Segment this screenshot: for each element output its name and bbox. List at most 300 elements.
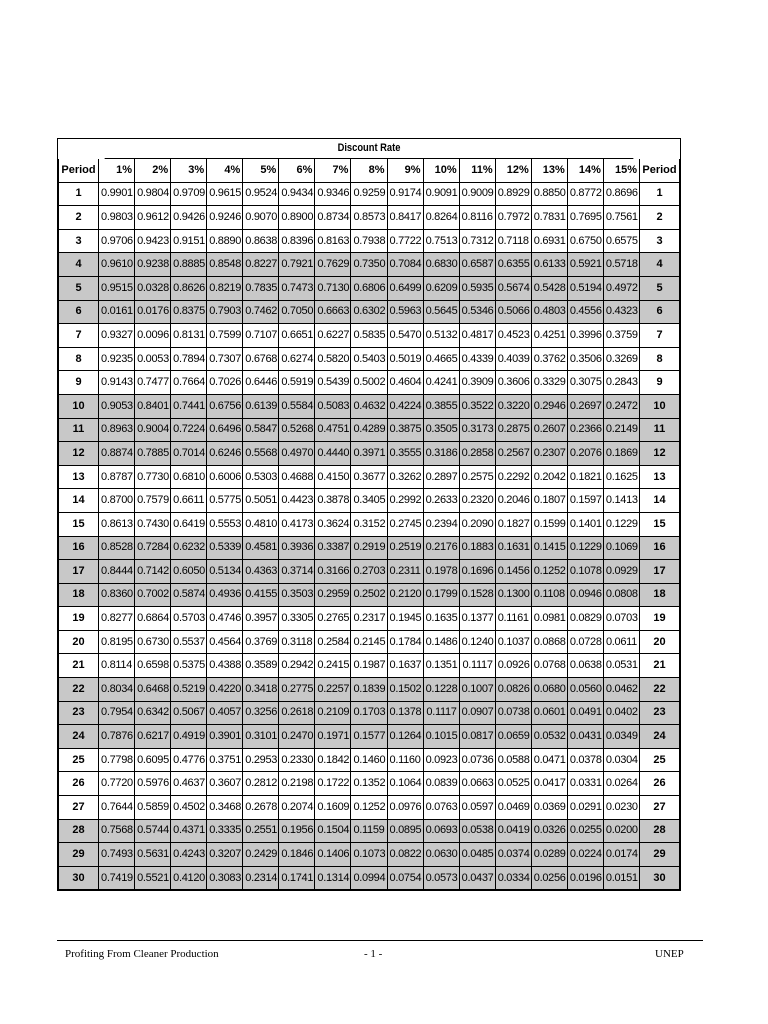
factor-cell: 0.1117 xyxy=(459,654,495,678)
factor-cell: 0.1827 xyxy=(495,512,531,536)
factor-cell: 0.1741 xyxy=(279,866,315,890)
factor-cell: 0.7441 xyxy=(171,394,207,418)
factor-cell: 0.4241 xyxy=(423,371,459,395)
factor-cell: 0.4972 xyxy=(603,276,639,300)
factor-cell: 0.7644 xyxy=(99,796,135,820)
factor-cell: 0.0923 xyxy=(423,748,459,772)
factor-cell: 0.1722 xyxy=(315,772,351,796)
table-row xyxy=(59,560,680,584)
factor-cell: 0.0763 xyxy=(423,796,459,820)
factor-cell: 0.6496 xyxy=(207,418,243,442)
factor-cell: 0.3606 xyxy=(495,371,531,395)
factor-cell: 0.8885 xyxy=(171,253,207,277)
factor-cell: 0.0597 xyxy=(459,796,495,820)
factor-cell: 0.2584 xyxy=(315,630,351,654)
factor-cell: 0.3878 xyxy=(315,489,351,513)
rate-header: 7% xyxy=(315,159,351,182)
factor-cell: 0.0462 xyxy=(603,678,639,702)
factor-cell: 0.3173 xyxy=(459,418,495,442)
factor-cell: 0.0491 xyxy=(567,701,603,725)
period-cell: 22 xyxy=(59,678,99,702)
factor-cell: 0.7118 xyxy=(495,229,531,253)
table-row xyxy=(59,276,680,300)
factor-cell: 0.9901 xyxy=(99,182,135,206)
factor-cell: 0.1378 xyxy=(387,701,423,725)
factor-cell: 0.1842 xyxy=(315,748,351,772)
factor-cell: 0.1108 xyxy=(531,583,567,607)
factor-cell: 0.5847 xyxy=(243,418,279,442)
factor-cell: 0.1078 xyxy=(567,560,603,584)
table-row xyxy=(59,324,680,348)
factor-cell: 0.6806 xyxy=(351,276,387,300)
factor-cell: 0.7014 xyxy=(171,442,207,466)
table-row xyxy=(59,229,680,253)
factor-cell: 0.0630 xyxy=(423,843,459,867)
factor-cell: 0.6756 xyxy=(207,394,243,418)
factor-cell: 0.0611 xyxy=(603,630,639,654)
factor-cell: 0.7664 xyxy=(171,371,207,395)
factor-cell: 0.5194 xyxy=(567,276,603,300)
factor-cell: 0.1631 xyxy=(495,536,531,560)
factor-cell: 0.6095 xyxy=(135,748,171,772)
factor-cell: 0.1460 xyxy=(351,748,387,772)
factor-cell: 0.7835 xyxy=(243,276,279,300)
factor-cell: 0.3256 xyxy=(243,701,279,725)
factor-cell: 0.3269 xyxy=(603,347,639,371)
factor-cell: 0.7026 xyxy=(207,371,243,395)
factor-cell: 0.3152 xyxy=(351,512,387,536)
factor-cell: 0.1504 xyxy=(315,819,351,843)
period-cell: 10 xyxy=(59,394,99,418)
period-cell: 6 xyxy=(59,300,99,324)
factor-cell: 0.3901 xyxy=(207,725,243,749)
factor-cell: 0.9423 xyxy=(135,229,171,253)
period-cell: 30 xyxy=(59,866,99,890)
factor-cell: 0.1015 xyxy=(423,725,459,749)
factor-cell: 0.9246 xyxy=(207,206,243,230)
factor-cell: 0.2074 xyxy=(279,796,315,820)
factor-cell: 0.9238 xyxy=(135,253,171,277)
factor-cell: 0.2519 xyxy=(387,536,423,560)
table-row xyxy=(59,678,680,702)
factor-cell: 0.7903 xyxy=(207,300,243,324)
factor-cell: 0.0256 xyxy=(531,866,567,890)
period-cell: 18 xyxy=(59,583,99,607)
factor-cell: 0.0264 xyxy=(603,772,639,796)
factor-cell: 0.7513 xyxy=(423,229,459,253)
factor-cell: 0.5584 xyxy=(279,394,315,418)
factor-cell: 0.8195 xyxy=(99,630,135,654)
period-cell-right: 9 xyxy=(640,371,680,395)
period-cell: 1 xyxy=(59,182,99,206)
table-row xyxy=(59,206,680,230)
factor-cell: 0.0161 xyxy=(99,300,135,324)
factor-cell: 0.2149 xyxy=(603,418,639,442)
factor-cell: 0.9091 xyxy=(423,182,459,206)
table-row xyxy=(59,843,680,867)
factor-cell: 0.0946 xyxy=(567,583,603,607)
factor-cell: 0.9259 xyxy=(351,182,387,206)
factor-cell: 0.4746 xyxy=(207,607,243,631)
factor-cell: 0.4665 xyxy=(423,347,459,371)
factor-cell: 0.2678 xyxy=(243,796,279,820)
factor-cell: 0.6209 xyxy=(423,276,459,300)
factor-cell: 0.0369 xyxy=(531,796,567,820)
factor-cell: 0.7419 xyxy=(99,866,135,890)
factor-cell: 0.4817 xyxy=(459,324,495,348)
factor-cell: 0.0378 xyxy=(567,748,603,772)
factor-cell: 0.1314 xyxy=(315,866,351,890)
factor-cell: 0.5002 xyxy=(351,371,387,395)
factor-cell: 0.8734 xyxy=(315,206,351,230)
period-cell-right: 19 xyxy=(640,607,680,631)
factor-cell: 0.5859 xyxy=(135,796,171,820)
factor-cell: 0.2703 xyxy=(351,560,387,584)
factor-cell: 0.7695 xyxy=(567,206,603,230)
factor-cell: 0.3503 xyxy=(279,583,315,607)
factor-cell: 0.6587 xyxy=(459,253,495,277)
factor-cell: 0.2551 xyxy=(243,819,279,843)
factor-cell: 0.5132 xyxy=(423,324,459,348)
factor-cell: 0.7224 xyxy=(171,418,207,442)
period-cell-right: 22 xyxy=(640,678,680,702)
factor-cell: 0.4251 xyxy=(531,324,567,348)
factor-cell: 0.0573 xyxy=(423,866,459,890)
factor-cell: 0.4363 xyxy=(243,560,279,584)
table-row xyxy=(59,182,680,206)
table-row xyxy=(59,607,680,631)
factor-cell: 0.1839 xyxy=(351,678,387,702)
factor-cell: 0.2843 xyxy=(603,371,639,395)
factor-cell: 0.3909 xyxy=(459,371,495,395)
factor-cell: 0.0200 xyxy=(603,819,639,843)
factor-cell: 0.0895 xyxy=(387,819,423,843)
factor-cell: 0.4423 xyxy=(279,489,315,513)
factor-cell: 0.6133 xyxy=(531,253,567,277)
factor-cell: 0.2120 xyxy=(387,583,423,607)
factor-cell: 0.4632 xyxy=(351,394,387,418)
factor-cell: 0.1486 xyxy=(423,630,459,654)
factor-cell: 0.0230 xyxy=(603,796,639,820)
factor-cell: 0.0349 xyxy=(603,725,639,749)
factor-cell: 0.3762 xyxy=(531,347,567,371)
factor-cell: 0.0532 xyxy=(531,725,567,749)
factor-cell: 0.7876 xyxy=(99,725,135,749)
factor-cell: 0.0929 xyxy=(603,560,639,584)
factor-cell: 0.1978 xyxy=(423,560,459,584)
factor-cell: 0.1637 xyxy=(387,654,423,678)
factor-cell: 0.5083 xyxy=(315,394,351,418)
period-header-right: Period xyxy=(640,159,680,182)
factor-cell: 0.7730 xyxy=(135,465,171,489)
factor-cell: 0.5134 xyxy=(207,560,243,584)
factor-cell: 0.8396 xyxy=(279,229,315,253)
factor-cell: 0.2953 xyxy=(243,748,279,772)
period-cell: 21 xyxy=(59,654,99,678)
factor-cell: 0.1971 xyxy=(315,725,351,749)
factor-cell: 0.2317 xyxy=(351,607,387,631)
factor-cell: 0.0560 xyxy=(567,678,603,702)
factor-cell: 0.6598 xyxy=(135,654,171,678)
factor-cell: 0.6006 xyxy=(207,465,243,489)
table-row xyxy=(59,442,680,466)
factor-cell: 0.5553 xyxy=(207,512,243,536)
factor-cell: 0.0817 xyxy=(459,725,495,749)
factor-cell: 0.8264 xyxy=(423,206,459,230)
factor-cell: 0.5470 xyxy=(387,324,423,348)
factor-cell: 0.6499 xyxy=(387,276,423,300)
factor-cell: 0.6575 xyxy=(603,229,639,253)
period-cell-right: 7 xyxy=(640,324,680,348)
factor-cell: 0.2472 xyxy=(603,394,639,418)
factor-cell: 0.6663 xyxy=(315,300,351,324)
factor-cell: 0.8900 xyxy=(279,206,315,230)
factor-cell: 0.0768 xyxy=(531,654,567,678)
factor-cell: 0.6730 xyxy=(135,630,171,654)
factor-cell: 0.0402 xyxy=(603,701,639,725)
factor-cell: 0.2330 xyxy=(279,748,315,772)
factor-cell: 0.1069 xyxy=(603,536,639,560)
factor-cell: 0.1229 xyxy=(603,512,639,536)
factor-cell: 0.5268 xyxy=(279,418,315,442)
rate-header: 3% xyxy=(171,159,207,182)
factor-cell: 0.3759 xyxy=(603,324,639,348)
table-row xyxy=(59,465,680,489)
factor-cell: 0.7493 xyxy=(99,843,135,867)
factor-cell: 0.4224 xyxy=(387,394,423,418)
period-cell: 4 xyxy=(59,253,99,277)
factor-cell: 0.7885 xyxy=(135,442,171,466)
factor-cell: 0.9804 xyxy=(135,182,171,206)
factor-cell: 0.5521 xyxy=(135,866,171,890)
factor-cell: 0.5874 xyxy=(171,583,207,607)
factor-cell: 0.0868 xyxy=(531,630,567,654)
factor-cell: 0.5051 xyxy=(243,489,279,513)
factor-cell: 0.0196 xyxy=(567,866,603,890)
factor-cell: 0.9615 xyxy=(207,182,243,206)
period-cell-right: 4 xyxy=(640,253,680,277)
factor-cell: 0.5744 xyxy=(135,819,171,843)
factor-cell: 0.2858 xyxy=(459,442,495,466)
factor-cell: 0.1300 xyxy=(495,583,531,607)
factor-cell: 0.7629 xyxy=(315,253,351,277)
factor-cell: 0.0096 xyxy=(135,324,171,348)
factor-cell: 0.1229 xyxy=(567,536,603,560)
factor-cell: 0.0826 xyxy=(495,678,531,702)
factor-cell: 0.5067 xyxy=(171,701,207,725)
factor-cell: 0.1807 xyxy=(531,489,567,513)
factor-cell: 0.1869 xyxy=(603,442,639,466)
factor-cell: 0.8444 xyxy=(99,560,135,584)
factor-cell: 0.9235 xyxy=(99,347,135,371)
factor-cell: 0.3075 xyxy=(567,371,603,395)
factor-cell: 0.0907 xyxy=(459,701,495,725)
factor-cell: 0.7561 xyxy=(603,206,639,230)
factor-cell: 0.1413 xyxy=(603,489,639,513)
factor-cell: 0.1117 xyxy=(423,701,459,725)
factor-cell: 0.3555 xyxy=(387,442,423,466)
rate-header: 8% xyxy=(351,159,387,182)
factor-cell: 0.5919 xyxy=(279,371,315,395)
table-row xyxy=(59,866,680,890)
factor-cell: 0.9434 xyxy=(279,182,315,206)
factor-cell: 0.5963 xyxy=(387,300,423,324)
factor-cell: 0.4323 xyxy=(603,300,639,324)
factor-cell: 0.0538 xyxy=(459,819,495,843)
factor-cell: 0.2257 xyxy=(315,678,351,702)
factor-cell: 0.3607 xyxy=(207,772,243,796)
period-cell: 8 xyxy=(59,347,99,371)
period-cell-right: 1 xyxy=(640,182,680,206)
factor-cell: 0.9612 xyxy=(135,206,171,230)
factor-cell: 0.1456 xyxy=(495,560,531,584)
factor-cell: 0.3101 xyxy=(243,725,279,749)
period-cell-right: 14 xyxy=(640,489,680,513)
factor-cell: 0.2992 xyxy=(387,489,423,513)
table-row xyxy=(59,418,680,442)
factor-cell: 0.8401 xyxy=(135,394,171,418)
factor-cell: 0.9709 xyxy=(171,182,207,206)
factor-cell: 0.3220 xyxy=(495,394,531,418)
period-cell-right: 8 xyxy=(640,347,680,371)
period-cell: 25 xyxy=(59,748,99,772)
factor-cell: 0.0829 xyxy=(567,607,603,631)
period-cell-right: 12 xyxy=(640,442,680,466)
period-cell: 13 xyxy=(59,465,99,489)
factor-cell: 0.7798 xyxy=(99,748,135,772)
factor-cell: 0.1252 xyxy=(351,796,387,820)
factor-cell: 0.4289 xyxy=(351,418,387,442)
rate-header: 6% xyxy=(279,159,315,182)
factor-cell: 0.0331 xyxy=(567,772,603,796)
period-cell: 27 xyxy=(59,796,99,820)
factor-cell: 0.2633 xyxy=(423,489,459,513)
factor-cell: 0.0926 xyxy=(495,654,531,678)
table-row xyxy=(59,512,680,536)
factor-cell: 0.5718 xyxy=(603,253,639,277)
factor-cell: 0.2311 xyxy=(387,560,423,584)
period-cell-right: 27 xyxy=(640,796,680,820)
factor-cell: 0.1945 xyxy=(387,607,423,631)
factor-cell: 0.7142 xyxy=(135,560,171,584)
factor-cell: 0.8219 xyxy=(207,276,243,300)
factor-cell: 0.2775 xyxy=(279,678,315,702)
discount-rate-table xyxy=(57,138,681,891)
factor-cell: 0.4970 xyxy=(279,442,315,466)
factor-cell: 0.5976 xyxy=(135,772,171,796)
factor-cell: 0.3418 xyxy=(243,678,279,702)
factor-cell: 0.0638 xyxy=(567,654,603,678)
period-cell: 11 xyxy=(59,418,99,442)
factor-cell: 0.2076 xyxy=(567,442,603,466)
factor-cell: 0.0431 xyxy=(567,725,603,749)
factor-cell: 0.3262 xyxy=(387,465,423,489)
factor-cell: 0.8375 xyxy=(171,300,207,324)
factor-cell: 0.2198 xyxy=(279,772,315,796)
factor-cell: 0.1352 xyxy=(351,772,387,796)
factor-cell: 0.3083 xyxy=(207,866,243,890)
table-row xyxy=(59,489,680,513)
factor-cell: 0.0738 xyxy=(495,701,531,725)
factor-cell: 0.6050 xyxy=(171,560,207,584)
factor-cell: 0.5375 xyxy=(171,654,207,678)
factor-cell: 0.1799 xyxy=(423,583,459,607)
table-body xyxy=(59,182,680,890)
period-cell-right: 5 xyxy=(640,276,680,300)
factor-cell: 0.5674 xyxy=(495,276,531,300)
factor-cell: 0.5403 xyxy=(351,347,387,371)
factor-cell: 0.1240 xyxy=(459,630,495,654)
table-row xyxy=(59,394,680,418)
factor-cell: 0.2875 xyxy=(495,418,531,442)
factor-cell: 0.1377 xyxy=(459,607,495,631)
factor-cell: 0.8929 xyxy=(495,182,531,206)
factor-cell: 0.0304 xyxy=(603,748,639,772)
factor-cell: 0.4440 xyxy=(315,442,351,466)
factor-cell: 0.2042 xyxy=(531,465,567,489)
factor-cell: 0.7050 xyxy=(279,300,315,324)
factor-cell: 0.1252 xyxy=(531,560,567,584)
factor-cell: 0.7568 xyxy=(99,819,135,843)
table-row xyxy=(59,253,680,277)
factor-cell: 0.8613 xyxy=(99,512,135,536)
factor-cell: 0.8114 xyxy=(99,654,135,678)
factor-cell: 0.7921 xyxy=(279,253,315,277)
factor-cell: 0.3118 xyxy=(279,630,315,654)
factor-cell: 0.7954 xyxy=(99,701,135,725)
factor-cell: 0.2145 xyxy=(351,630,387,654)
factor-cell: 0.0053 xyxy=(135,347,171,371)
period-cell-right: 13 xyxy=(640,465,680,489)
factor-cell: 0.8850 xyxy=(531,182,567,206)
factor-cell: 0.4150 xyxy=(315,465,351,489)
factor-cell: 0.7938 xyxy=(351,229,387,253)
factor-cell: 0.0736 xyxy=(459,748,495,772)
factor-cell: 0.4371 xyxy=(171,819,207,843)
table-row xyxy=(59,654,680,678)
factor-cell: 0.8227 xyxy=(243,253,279,277)
factor-cell: 0.1228 xyxy=(423,678,459,702)
factor-cell: 0.7473 xyxy=(279,276,315,300)
period-cell-right: 18 xyxy=(640,583,680,607)
rate-header: 1% xyxy=(99,159,135,182)
factor-cell: 0.3936 xyxy=(279,536,315,560)
factor-cell: 0.0693 xyxy=(423,819,459,843)
factor-cell: 0.2919 xyxy=(351,536,387,560)
period-cell: 9 xyxy=(59,371,99,395)
factor-cell: 0.9524 xyxy=(243,182,279,206)
factor-cell: 0.1625 xyxy=(603,465,639,489)
factor-cell: 0.4810 xyxy=(243,512,279,536)
factor-cell: 0.9053 xyxy=(99,394,135,418)
factor-cell: 0.0334 xyxy=(495,866,531,890)
factor-cell: 0.8573 xyxy=(351,206,387,230)
factor-cell: 0.9803 xyxy=(99,206,135,230)
factor-cell: 0.0471 xyxy=(531,748,567,772)
footer-divider xyxy=(57,940,703,941)
factor-cell: 0.5645 xyxy=(423,300,459,324)
rate-header: 2% xyxy=(135,159,171,182)
factor-cell: 0.5303 xyxy=(243,465,279,489)
factor-cell: 0.5935 xyxy=(459,276,495,300)
factor-cell: 0.1597 xyxy=(567,489,603,513)
factor-cell: 0.2765 xyxy=(315,607,351,631)
factor-cell: 0.0419 xyxy=(495,819,531,843)
factor-cell: 0.9174 xyxy=(387,182,423,206)
period-cell: 28 xyxy=(59,819,99,843)
factor-cell: 0.7350 xyxy=(351,253,387,277)
factor-cell: 0.5820 xyxy=(315,347,351,371)
